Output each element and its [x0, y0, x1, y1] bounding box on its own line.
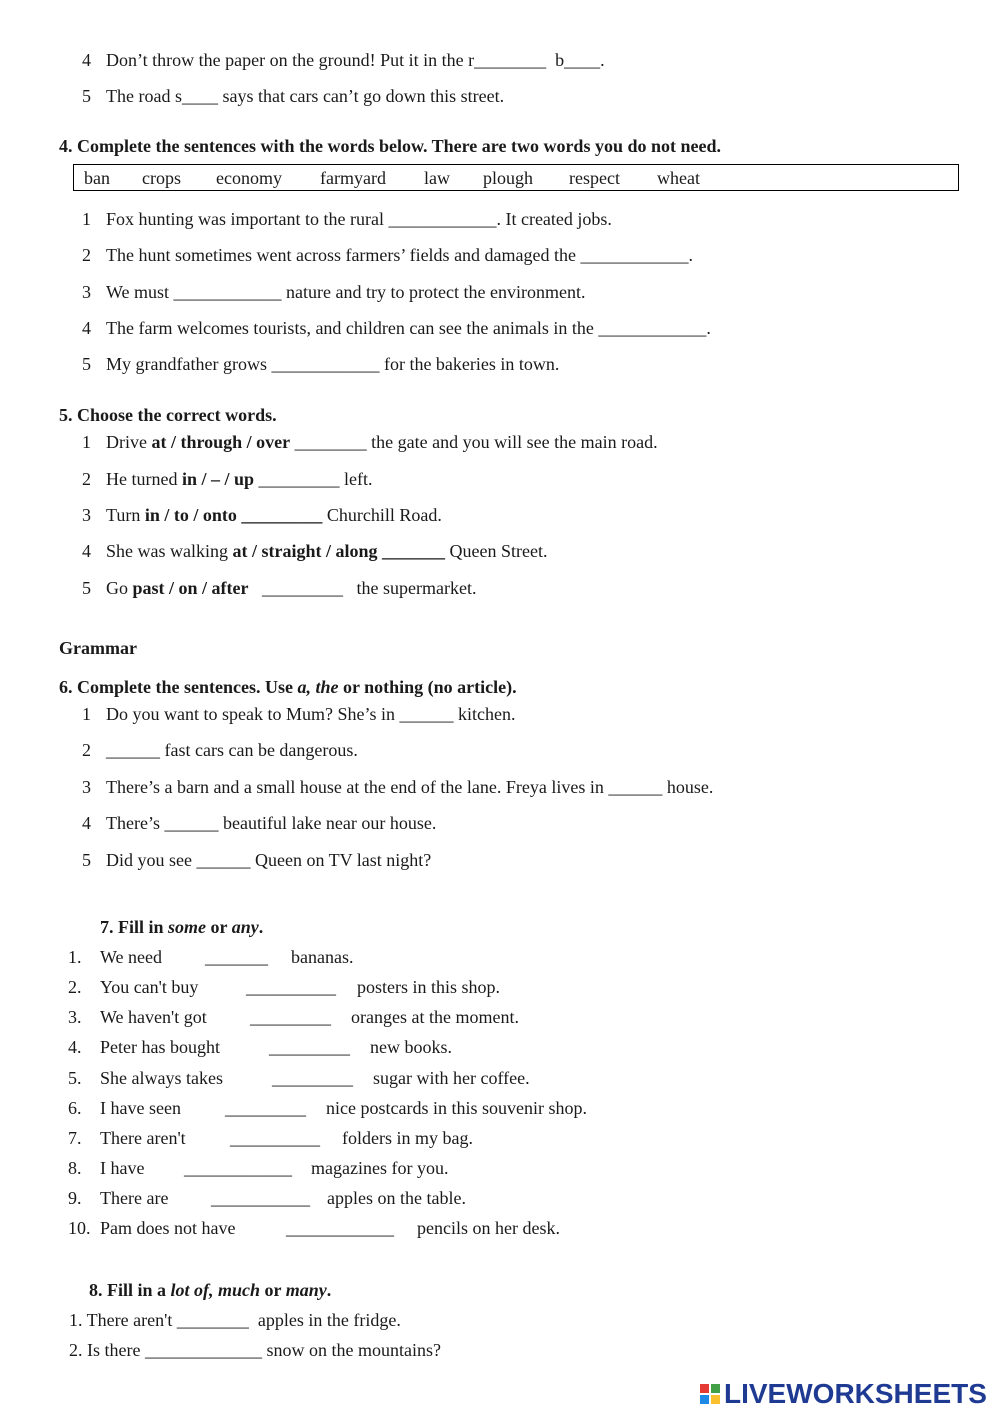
sec5-item: 4 She was walking at / straight / along _______ Queen Street.	[82, 541, 548, 561]
word-bank-item: economy	[216, 168, 282, 188]
blank: _________	[269, 1037, 350, 1057]
sec4-item: 1 Fox hunting was important to the rural ____________. It created jobs.	[82, 209, 612, 229]
blank: _________	[250, 1007, 331, 1027]
sec6-item: 2 ______ fast cars can be dangerous.	[82, 740, 358, 760]
blank: __________	[230, 1128, 320, 1148]
grammar-title: Grammar	[59, 638, 137, 658]
word-bank-item: plough	[483, 168, 534, 188]
blank: _________	[225, 1098, 306, 1118]
sec6-item: 1 Do you want to speak to Mum? She’s in ______ kitchen.	[82, 704, 516, 724]
sec4-item: 2 The hunt sometimes went across farmers’ fields and damaged the ____________.	[82, 245, 694, 265]
sec5-heading: 5. Choose the correct words.	[59, 405, 277, 425]
sec3-item-4: 4 Don’t throw the paper on the ground! Put it in the r________ b____.	[82, 50, 605, 70]
logo-block	[711, 1395, 720, 1404]
word-bank-item: crops	[142, 168, 181, 188]
word-bank-item: law	[424, 168, 450, 188]
blank: ___________	[211, 1188, 310, 1208]
sec8-heading: 8. Fill in a lot of, much or many.	[89, 1280, 332, 1300]
sec3-item-5: 5 The road s____ says that cars can’t go down this street.	[82, 86, 505, 106]
sec5-item: 2 He turned in / – / up _________ left.	[82, 469, 373, 489]
sec5-item: 5 Go past / on / after _________ the supermarket.	[82, 578, 477, 598]
logo-block	[700, 1395, 709, 1404]
logo-blocks-icon	[700, 1384, 720, 1404]
word-bank-item: wheat	[657, 168, 700, 188]
sec6-heading: 6. Complete the sentences. Use a, the or nothing (no article).	[59, 677, 517, 697]
sec4-item: 3 We must ____________ nature and try to protect the environment.	[82, 282, 586, 302]
word-bank	[73, 164, 959, 191]
sec6-item: 5 Did you see ______ Queen on TV last night?	[82, 850, 432, 870]
sec5-item: 1 Drive at / through / over ________ the gate and you will see the main road.	[82, 432, 658, 452]
sec6-item: 4 There’s ______ beautiful lake near our house.	[82, 813, 437, 833]
sec8-item: 2. Is there _____________ snow on the mountains?	[69, 1340, 441, 1360]
word-bank-item: ban	[84, 168, 110, 188]
sec4-item: 4 The farm welcomes tourists, and children can see the animals in the ____________.	[82, 318, 711, 338]
liveworksheets-logo	[700, 1377, 987, 1411]
blank: _______	[205, 947, 268, 967]
logo-block	[711, 1384, 720, 1393]
sec8-item: 1. There aren't ________ apples in the fridge.	[69, 1310, 401, 1330]
word-bank-item: respect	[569, 168, 620, 188]
sec4-item: 5 My grandfather grows ____________ for the bakeries in town.	[82, 354, 560, 374]
sec6-item: 3 There’s a barn and a small house at the end of the lane. Freya lives in ______ house.	[82, 777, 714, 797]
sec7-heading: 7. Fill in some or any.	[100, 917, 264, 937]
sec5-item: 3 Turn in / to / onto _________ Churchill Road.	[82, 505, 442, 525]
blank: ____________	[184, 1158, 292, 1178]
sec4-heading: 4. Complete the sentences with the words below. There are two words you do not need.	[59, 136, 721, 156]
logo-block	[700, 1384, 709, 1393]
logo-text: LIVEWORKSHEETS	[724, 1378, 987, 1409]
word-bank-item: farmyard	[320, 168, 386, 188]
blank: _________	[272, 1068, 353, 1088]
blank: __________	[246, 977, 336, 997]
blank: ____________	[286, 1218, 394, 1238]
